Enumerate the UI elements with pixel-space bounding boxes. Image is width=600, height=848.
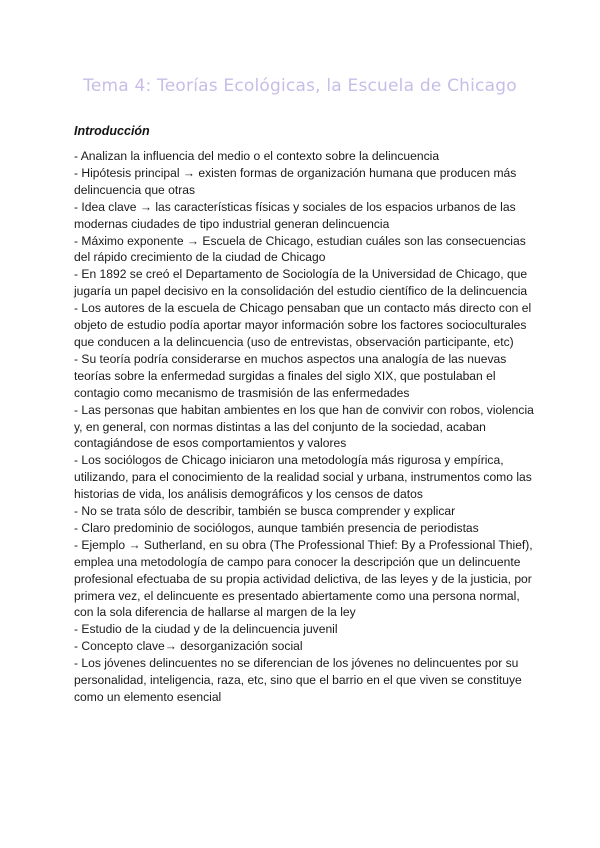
paragraph: - Los sociólogos de Chicago iniciaron una metodología más rigurosa y empírica, utilizando, para el conocimiento de la realidad social y urbana, instrumentos como las historias de vida, los análisis demográficos y los censos de datos [74, 453, 532, 502]
paragraph: - Su teoría podría considerarse en muchos aspectos una analogía de las nuevas teorías sobre la enfermedad surgidas a finales del siglo XIX, que postulaban el contagio como mecanismo de trasmisión de las enfermedades [74, 351, 507, 400]
paragraph: - En 1892 se creó el Departamento de Sociología de la Universidad de Chicago, que jugaría un papel decisivo en la consolidación del estudio científico de la delincuencia [74, 267, 528, 299]
section-heading: Introducción [74, 124, 150, 138]
paragraph: - Estudio de la ciudad y de la delincuencia juvenil [74, 622, 338, 637]
paragraph: - Ejemplo → Sutherland, en su obra (The Professional Thief: By a Professional Thief), emplea una metodología de campo para conocer la descripción que un delincuente profesional efectuaba de su propia actividad delictiva, de las leyes y de la justicia, por primera vez, el delincuente es presentado abiertamente como una persona normal, con la sola diferencia de hallarse al margen de la ley [74, 537, 533, 620]
content-body [74, 148, 534, 706]
paragraph: - No se trata sólo de describir, también se busca comprender y explicar [74, 504, 456, 519]
paragraph: - Hipótesis principal → existen formas de organización humana que producen más delincuencia que otras [74, 165, 517, 197]
paragraph: - Idea clave → las características físicas y sociales de los espacios urbanos de las modernas ciudades de tipo industrial generan delincuencia [74, 199, 516, 231]
paragraph: - Las personas que habitan ambientes en los que han de convivir con robos, violencia y, en general, con normas distintas a las del conjunto de la sociedad, acaban contagiándose de esos comportamientos y valores [74, 402, 534, 451]
page-title: Tema 4: Teorías Ecológicas, la Escuela de Chicago [83, 76, 517, 96]
paragraph: - Concepto clave→ desorganización social [74, 639, 303, 654]
paragraph: - Los autores de la escuela de Chicago pensaban que un contacto más directo con el objeto de estudio podía aportar mayor información sobre los factores socioculturales que conducen a la delincuencia (uso de entrevistas, observación participante, etc) [74, 301, 532, 349]
paragraph: - Claro predominio de sociólogos, aunque también presencia de periodistas [74, 520, 479, 535]
paragraph: - Máximo exponente → Escuela de Chicago, estudian cuáles son las consecuencias del rápido crecimiento de la ciudad de Chicago [74, 233, 526, 265]
paragraph: - Los jóvenes delincuentes no se diferencian de los jóvenes no delincuentes por su personalidad, inteligencia, raza, etc, sino que el barrio en el que viven se constituye como un elemento esencial [74, 656, 522, 704]
paragraph: - Analizan la influencia del medio o el contexto sobre la delincuencia [74, 149, 440, 163]
